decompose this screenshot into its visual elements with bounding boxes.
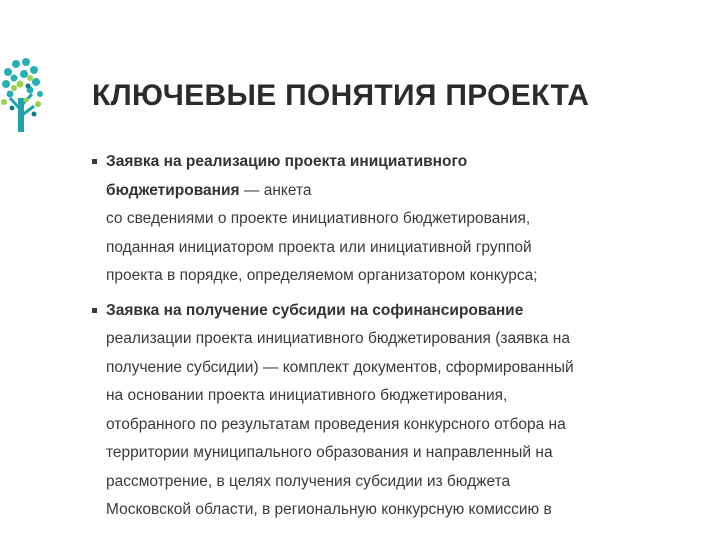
definitions-list xyxy=(92,148,692,525)
item-line: рассмотрение, в целях получения субсидии из бюджета xyxy=(106,472,511,490)
page-title: КЛЮЧЕВЫЕ ПОНЯТИЯ ПРОЕКТА xyxy=(92,79,590,112)
item-line: на основании проекта инициативного бюджетирования, xyxy=(106,387,508,404)
item-line: получение субсидии) — комплект документов, сформированный xyxy=(106,358,574,376)
item-line: Заявка на получение субсидии на софинансирование xyxy=(106,301,524,319)
list-item xyxy=(92,148,692,291)
item-line: реализации проекта инициативного бюджетирования (заявка на xyxy=(106,330,570,347)
item-line: отобранного по результатам проведения конкурсного отбора на xyxy=(106,415,566,433)
item-line: Московской области, в региональную конкурсную комиссию в xyxy=(106,501,552,518)
item-line: поданная инициатором проекта или инициативной группой xyxy=(106,238,532,256)
tree-logo-icon xyxy=(0,50,48,136)
item-line: проекта в порядке, определяемом организатором конкурса; xyxy=(106,267,538,284)
item-line: территории муниципального образования и направленный на xyxy=(106,444,553,461)
item-line: со сведениями о проекте инициативного бюджетирования, xyxy=(106,210,531,227)
item-line: бюджетирования — анкета xyxy=(106,181,312,199)
bullet-icon xyxy=(92,308,97,313)
item-line: Заявка на реализацию проекта инициативного xyxy=(106,153,468,170)
bullet-icon xyxy=(92,159,97,164)
list-item xyxy=(92,297,692,525)
